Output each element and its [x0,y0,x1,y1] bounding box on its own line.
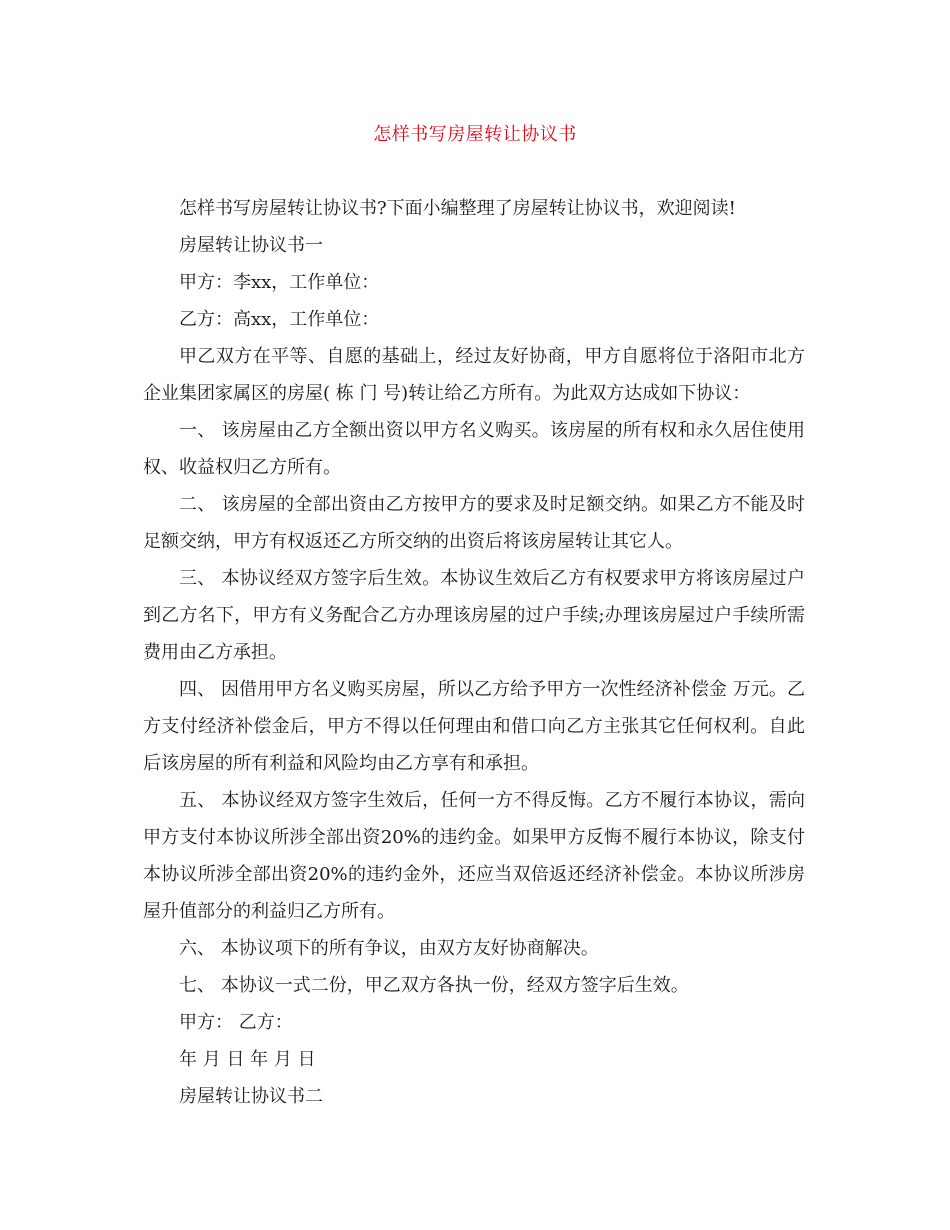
clause-1: 一、 该房屋由乙方全额出资以甲方名义购买。该房屋的所有权和永久居住使用权、收益权归乙方所有。 [143,420,805,478]
clause-2: 二、 该房屋的全部出资由乙方按甲方的要求及时足额交纳。如果乙方不能及时足额交纳，甲方有权返还乙方所交纳的出资后将该房屋转让其它人。 [143,494,805,552]
document-title: 怎样书写房屋转让协议书 [373,124,577,145]
clause-5: 五、 本协议经双方签字生效后，任何一方不得反悔。乙方不履行本协议，需向甲方支付本协议所涉全部出资20%的违约金。如果甲方反悔不履行本协议，除支付本协议所涉全部出资20%的违约金外，还应当双倍返还经济补偿金。本协议所涉房屋升值部分的利益归乙方所有。 [143,790,805,922]
preamble-paragraph: 甲乙双方在平等、自愿的基础上，经过友好协商，甲方自愿将位于洛阳市北方企业集团家属区的房屋( 栋 门 号)转让给乙方所有。为此双方达成如下协议： [143,346,805,404]
party-b-line: 乙方：高xx，工作单位： [179,309,380,330]
section-heading-2: 房屋转让协议书二 [179,1086,323,1107]
clause-3: 三、 本协议经双方签字后生效。本协议生效后乙方有权要求甲方将该房屋过户到乙方名下，甲方有义务配合乙方办理该房屋的过户手续;办理该房屋过户手续所需费用由乙方承担。 [143,568,805,663]
section-heading-1: 房屋转让协议书一 [179,235,323,256]
clause-6: 六、 本协议项下的所有争议，由双方友好协商解决。 [179,938,599,959]
signature-date-line: 年 月 日 年 月 日 [179,1049,316,1070]
document-body [143,190,805,1115]
clause-7: 七、 本协议一式二份，甲乙双方各执一份，经双方签字后生效。 [179,975,689,996]
clause-4: 四、 因借用甲方名义购买房屋，所以乙方给予甲方一次性经济补偿金 万元。乙方支付经济补偿金后，甲方不得以任何理由和借口向乙方主张其它任何权利。自此后该房屋的所有利益和风险均由乙方享有和承担。 [143,679,805,774]
intro-paragraph: 怎样书写房屋转让协议书?下面小编整理了房屋转让协议书，欢迎阅读! [179,198,736,219]
signature-parties-line: 甲方： 乙方： [179,1012,293,1033]
party-a-line: 甲方：李xx，工作单位： [179,272,380,293]
